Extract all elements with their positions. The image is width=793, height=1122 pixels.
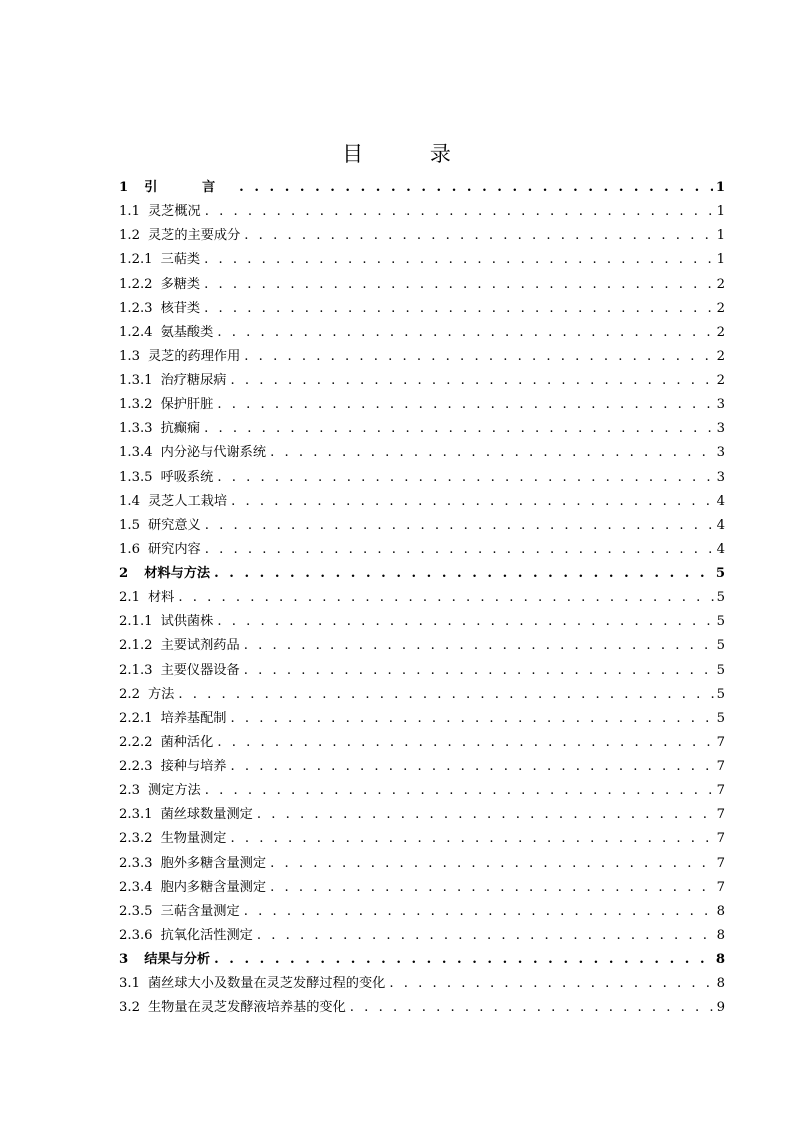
toc-page-number: 2 <box>716 300 725 316</box>
toc-page-number: 8 <box>716 903 725 919</box>
toc-entry-title: 灵芝概况 <box>147 204 201 220</box>
toc-entry-number: 1.3 <box>119 348 140 364</box>
toc-entry[interactable] <box>119 176 725 200</box>
toc-entry-title: 材料与方法 <box>144 566 211 581</box>
toc-page-number: 1 <box>715 180 725 195</box>
toc-entry-number: 1.3.3 <box>119 421 153 437</box>
toc-entry[interactable] <box>119 297 725 321</box>
toc-leader-dots <box>217 470 713 485</box>
toc-entry[interactable] <box>119 876 725 900</box>
toc-entry-title: 抗氧化活性测定 <box>160 927 253 943</box>
toc-leader-dots <box>178 687 713 702</box>
toc-entry-title: 呼吸系统 <box>160 469 214 485</box>
toc-leader-dots <box>214 952 713 967</box>
toc-entry[interactable] <box>119 393 725 417</box>
toc-page-number: 7 <box>716 783 725 799</box>
toc-leader-dots <box>178 590 713 605</box>
toc-leader-dots <box>270 856 714 871</box>
toc-entry-number: 1.1 <box>119 204 140 220</box>
toc-entry[interactable] <box>119 441 725 465</box>
toc-entry-number: 2.3 <box>119 783 140 799</box>
toc-entry[interactable] <box>119 273 725 297</box>
toc-page-number: 3 <box>716 421 725 437</box>
toc-entry-number: 2.3.2 <box>119 831 153 847</box>
toc-entry-title: 生物量在灵芝发酵液培养基的变化 <box>147 1000 346 1016</box>
toc-entry[interactable] <box>119 514 725 538</box>
toc-leader-dots <box>204 421 713 436</box>
toc-entry-title: 研究内容 <box>147 541 201 557</box>
toc-entry-number: 2.2 <box>119 686 140 702</box>
toc-page-number: 4 <box>716 493 725 509</box>
toc-entry-number: 2.3.3 <box>119 855 153 871</box>
toc-entry-number: 1.3.5 <box>119 469 153 485</box>
toc-leader-dots <box>231 711 714 726</box>
toc-leader-dots <box>231 759 714 774</box>
toc-entry-number: 1.2.2 <box>119 276 153 292</box>
toc-entry-number: 2.2.1 <box>119 710 153 726</box>
toc-entry[interactable] <box>119 586 725 610</box>
toc-entry[interactable] <box>119 200 725 224</box>
toc-leader-dots <box>231 494 714 509</box>
toc-leader-dots <box>204 301 713 316</box>
toc-entry[interactable] <box>119 852 725 876</box>
toc-entry[interactable] <box>119 803 725 827</box>
toc-entry-title: 主要试剂药品 <box>160 638 240 654</box>
toc-page-number: 3 <box>716 445 725 461</box>
toc-entry-title: 菌丝球数量测定 <box>160 807 253 823</box>
toc-leader-dots <box>270 880 714 895</box>
toc-page-number: 3 <box>716 397 725 413</box>
toc-entry-number: 1.6 <box>119 541 140 557</box>
toc-entry[interactable] <box>119 707 725 731</box>
toc-leader-dots <box>257 928 714 943</box>
toc-entry-title: 灵芝的药理作用 <box>147 348 241 364</box>
toc-page-number: 5 <box>716 638 725 654</box>
toc-entry-title: 方法 <box>147 686 175 702</box>
toc-page-number: 7 <box>716 855 725 871</box>
toc-entry-title: 灵芝人工栽培 <box>147 493 228 509</box>
toc-entry[interactable] <box>119 369 725 393</box>
toc-entry[interactable] <box>119 900 725 924</box>
toc-entry[interactable] <box>119 996 725 1020</box>
toc-entry-number: 1.2.4 <box>119 324 153 340</box>
toc-leader-dots <box>217 397 713 412</box>
toc-title: 目 录 <box>342 142 481 166</box>
toc-entry-number: 1.4 <box>119 493 140 509</box>
toc-entry[interactable] <box>119 417 725 441</box>
toc-entry-number: 2.1 <box>119 590 140 606</box>
toc-leader-dots <box>244 228 713 243</box>
toc-entry-number: 2.3.1 <box>119 807 153 823</box>
toc-entry[interactable] <box>119 634 725 658</box>
toc-page-number: 8 <box>716 976 725 992</box>
toc-leader-dots <box>231 831 714 846</box>
toc-leader-dots <box>270 445 714 460</box>
toc-entry-title: 菌种活化 <box>160 734 214 750</box>
toc-entry-title: 灵芝的主要成分 <box>147 228 241 244</box>
toc-leader-dots <box>214 566 713 581</box>
toc-leader-dots <box>350 1000 714 1015</box>
toc-entry-number: 2 <box>119 566 129 581</box>
toc-entry[interactable] <box>119 659 725 683</box>
toc-page-number: 2 <box>716 348 725 364</box>
toc-entry-title: 三萜类 <box>160 252 201 268</box>
table-of-contents <box>119 176 725 1020</box>
toc-leader-dots <box>205 518 714 533</box>
toc-entry-title: 材料 <box>147 590 175 606</box>
toc-leader-dots <box>244 904 714 919</box>
toc-leader-dots <box>205 204 714 219</box>
toc-entry-title: 测定方法 <box>147 783 201 799</box>
toc-entry-number: 3.1 <box>119 976 140 992</box>
toc-page-number: 1 <box>716 204 725 220</box>
toc-entry[interactable] <box>119 610 725 634</box>
toc-page-number: 7 <box>716 831 725 847</box>
toc-page-number: 5 <box>716 662 725 678</box>
toc-page-number: 2 <box>716 276 725 292</box>
toc-entry-number: 2.1.2 <box>119 638 153 654</box>
toc-entry-title: 三萜含量测定 <box>160 903 240 919</box>
toc-leader-dots <box>239 180 713 195</box>
toc-entry[interactable] <box>119 683 725 707</box>
toc-leader-dots <box>217 325 713 340</box>
toc-entry-number: 2.2.2 <box>119 734 153 750</box>
toc-entry-number: 1.3.1 <box>119 373 153 388</box>
toc-entry-number: 3.2 <box>119 1000 140 1016</box>
toc-leader-dots <box>217 614 713 629</box>
toc-leader-dots <box>231 373 714 388</box>
toc-entry-title: 试供菌株 <box>160 614 214 630</box>
toc-page-number: 8 <box>715 952 725 967</box>
toc-entry-number: 3 <box>119 952 129 967</box>
toc-entry-title: 接种与培养 <box>160 759 227 774</box>
toc-entry-title: 结果与分析 <box>144 952 211 967</box>
toc-entry-title: 研究意义 <box>147 517 201 533</box>
toc-entry-title: 生物量测定 <box>160 831 227 847</box>
toc-leader-dots <box>205 783 714 798</box>
toc-leader-dots <box>204 277 713 292</box>
toc-leader-dots <box>244 663 714 678</box>
toc-entry-number: 1.2.3 <box>119 300 153 316</box>
toc-page-number: 7 <box>716 879 725 895</box>
toc-entry[interactable] <box>119 924 725 948</box>
toc-entry-title: 引 言 <box>144 180 236 195</box>
toc-leader-dots <box>244 638 714 653</box>
toc-entry-title: 胞内多糖含量测定 <box>160 879 267 895</box>
toc-page-number: 5 <box>716 614 725 630</box>
toc-entry-title: 核苷类 <box>160 300 201 316</box>
toc-entry-title: 治疗糖尿病 <box>160 373 227 388</box>
toc-entry-number: 1.2 <box>119 228 140 244</box>
toc-entry-number: 1.3.4 <box>119 445 153 461</box>
toc-page-number: 9 <box>716 1000 725 1016</box>
toc-entry[interactable] <box>119 779 725 803</box>
toc-page-number: 2 <box>716 373 725 388</box>
toc-entry-title: 胞外多糖含量测定 <box>160 855 267 871</box>
toc-leader-dots <box>244 349 713 364</box>
toc-entry-number: 2.3.4 <box>119 879 153 895</box>
toc-leader-dots <box>205 542 714 557</box>
toc-leader-dots <box>204 252 713 267</box>
toc-page-number: 1 <box>716 252 725 268</box>
toc-entry[interactable] <box>119 248 725 272</box>
toc-entry-number: 1 <box>119 180 129 195</box>
toc-leader-dots <box>257 807 714 822</box>
toc-page-number: 5 <box>716 590 725 606</box>
toc-entry-number: 1.5 <box>119 517 140 533</box>
toc-leader-dots <box>389 976 713 991</box>
toc-page-number: 4 <box>716 517 725 533</box>
toc-entry-title: 内分泌与代谢系统 <box>160 445 267 461</box>
toc-entry[interactable] <box>119 827 725 851</box>
toc-entry-title: 多糖类 <box>160 276 201 292</box>
toc-entry-number: 2.1.3 <box>119 662 153 678</box>
toc-entry[interactable] <box>119 538 725 562</box>
toc-entry[interactable] <box>119 731 725 755</box>
toc-page-number: 5 <box>716 710 725 726</box>
toc-page-number: 7 <box>716 807 725 823</box>
toc-page-number: 8 <box>716 927 725 943</box>
toc-entry-number: 2.3.5 <box>119 903 153 919</box>
toc-page-number: 1 <box>716 228 725 244</box>
toc-page-number: 2 <box>716 324 725 340</box>
toc-entry[interactable] <box>119 321 725 345</box>
toc-entry[interactable] <box>119 562 725 586</box>
toc-entry-number: 2.3.6 <box>119 927 153 943</box>
toc-entry[interactable] <box>119 972 725 996</box>
toc-entry-title: 菌丝球大小及数量在灵芝发酵过程的变化 <box>147 976 386 992</box>
toc-entry-number: 1.2.1 <box>119 252 153 268</box>
toc-entry-title: 培养基配制 <box>160 710 227 726</box>
toc-leader-dots <box>217 735 713 750</box>
toc-entry-title: 氨基酸类 <box>160 324 214 340</box>
toc-entry-title: 抗癫痫 <box>160 421 201 437</box>
toc-entry[interactable] <box>119 345 725 369</box>
toc-entry-title: 保护肝脏 <box>160 397 214 413</box>
toc-page-number: 7 <box>716 759 725 774</box>
toc-page-number: 7 <box>716 734 725 750</box>
toc-entry-title: 主要仪器设备 <box>160 662 240 678</box>
toc-page-number: 5 <box>716 686 725 702</box>
toc-entry[interactable] <box>119 224 725 248</box>
toc-entry-number: 1.3.2 <box>119 397 153 413</box>
toc-page-number: 4 <box>716 541 725 557</box>
toc-entry[interactable] <box>119 490 725 514</box>
toc-entry[interactable] <box>119 755 725 779</box>
toc-page-number: 5 <box>715 566 725 581</box>
toc-entry-number: 2.2.3 <box>119 759 153 774</box>
toc-entry[interactable] <box>119 466 725 490</box>
toc-entry-number: 2.1.1 <box>119 614 153 630</box>
toc-page-number: 3 <box>716 469 725 485</box>
toc-entry[interactable] <box>119 948 725 972</box>
